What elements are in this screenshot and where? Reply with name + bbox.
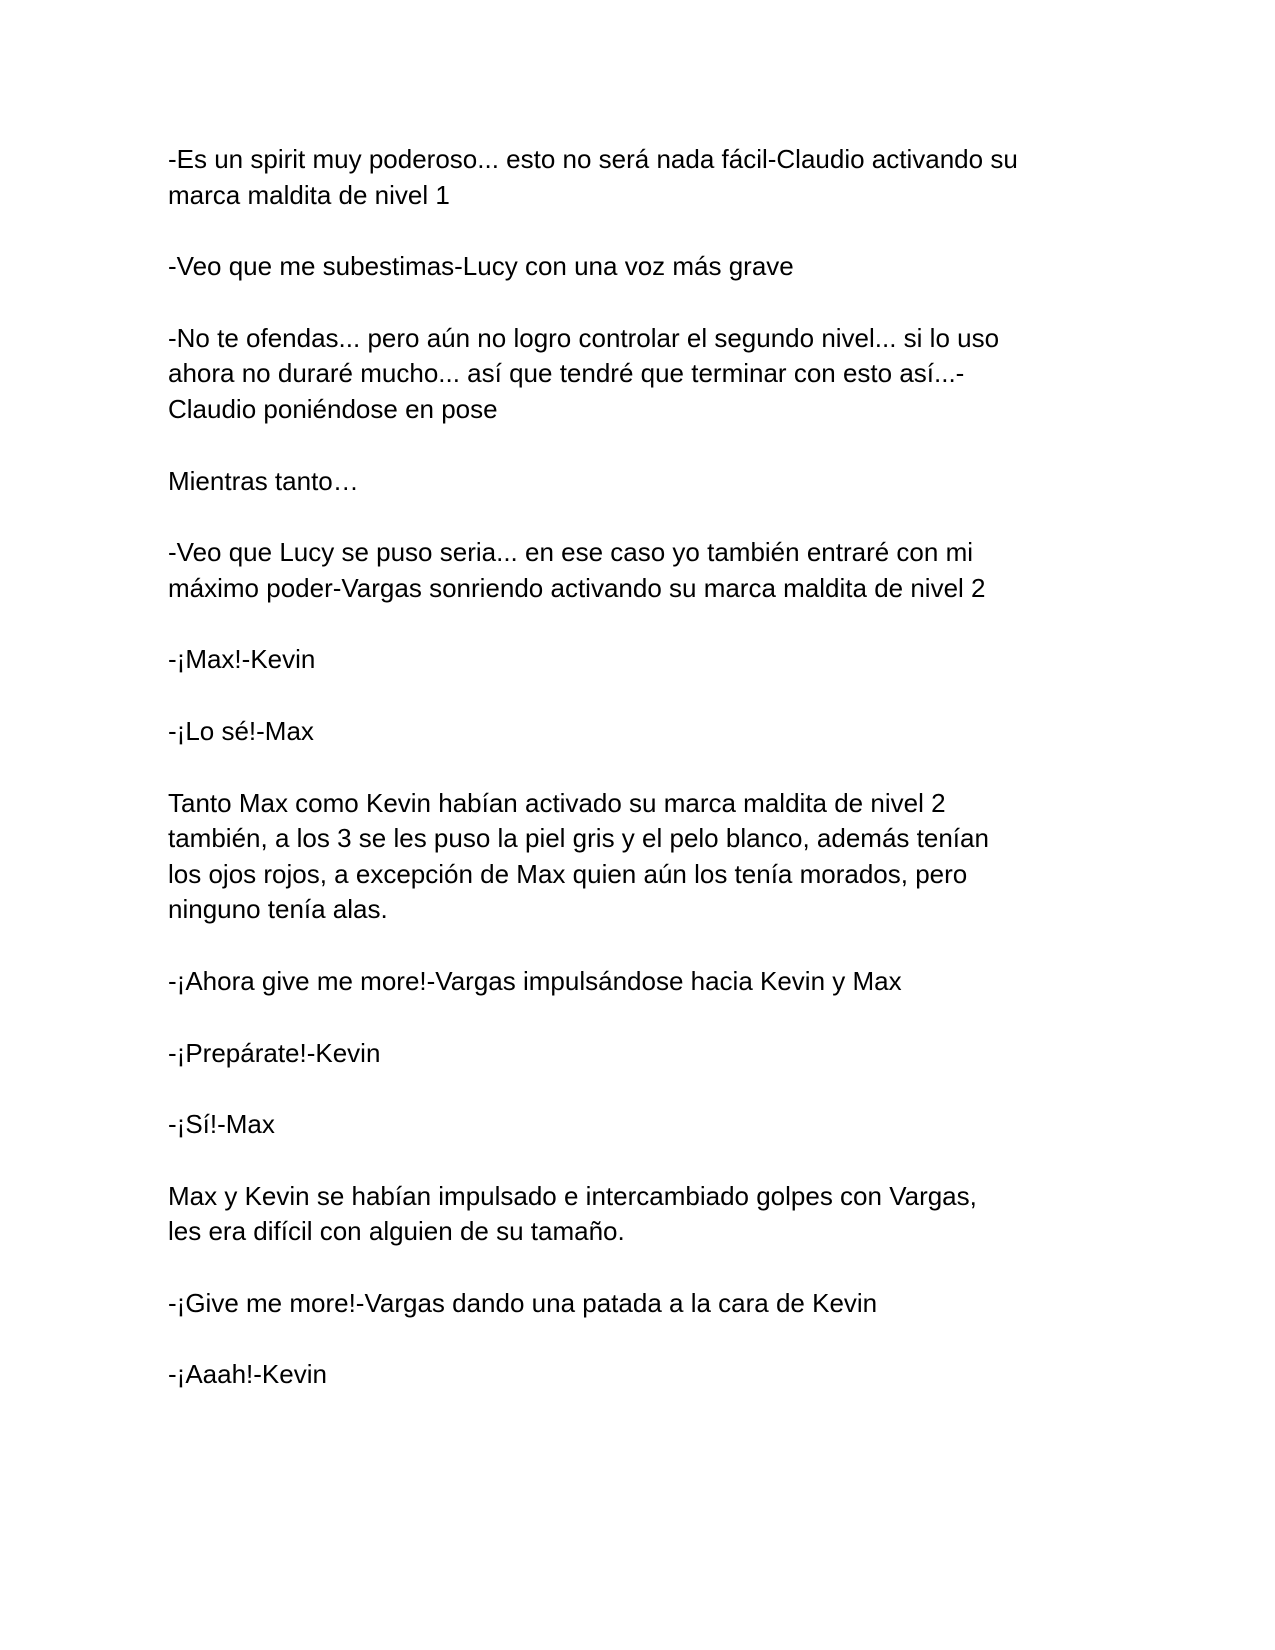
- paragraph-8: Tanto Max como Kevin habían activado su marca maldita de nivel 2 también, a los 3 se les puso la piel gris y el pelo blanco, además tenían los ojos rojos, a excepción de Max quien aún los tenía morados, pero ninguno tenía alas.: [168, 787, 989, 925]
- paragraph-12: Max y Kevin se habían impulsado e intercambiado golpes con Vargas, les era difícil con alguien de su tamaño.: [168, 1180, 977, 1247]
- paragraph-1: -Es un spirit muy poderoso... esto no será nada fácil-Claudio activando su marca maldita de nivel 1: [168, 144, 1018, 210]
- paragraph-11: -¡Sí!-Max: [168, 1109, 275, 1140]
- document-body: [168, 142, 1058, 1429]
- paragraph-4: Mientras tanto…: [168, 465, 359, 496]
- paragraph-14: -¡Aaah!-Kevin: [168, 1359, 327, 1390]
- paragraph-7: -¡Lo sé!-Max: [168, 715, 314, 746]
- paragraph-6: -¡Max!-Kevin: [168, 644, 316, 675]
- paragraph-13: -¡Give me more!-Vargas dando una patada a la cara de Kevin: [168, 1287, 878, 1318]
- paragraph-2: -Veo que me subestimas-Lucy con una voz más grave: [168, 251, 794, 282]
- paragraph-9: -¡Ahora give me more!-Vargas impulsándose hacia Kevin y Max: [168, 965, 902, 996]
- paragraph-5: -Veo que Lucy se puso seria... en ese caso yo también entraré con mi máximo poder-Vargas sonriendo activando su marca maldita de nivel 2: [168, 537, 986, 603]
- paragraph-10: -¡Prepárate!-Kevin: [168, 1037, 381, 1068]
- paragraph-3: -No te ofendas... pero aún no logro controlar el segundo nivel... si lo uso ahora no duraré mucho... así que tendré que terminar con esto así...- Claudio poniéndose en pose: [168, 322, 1000, 424]
